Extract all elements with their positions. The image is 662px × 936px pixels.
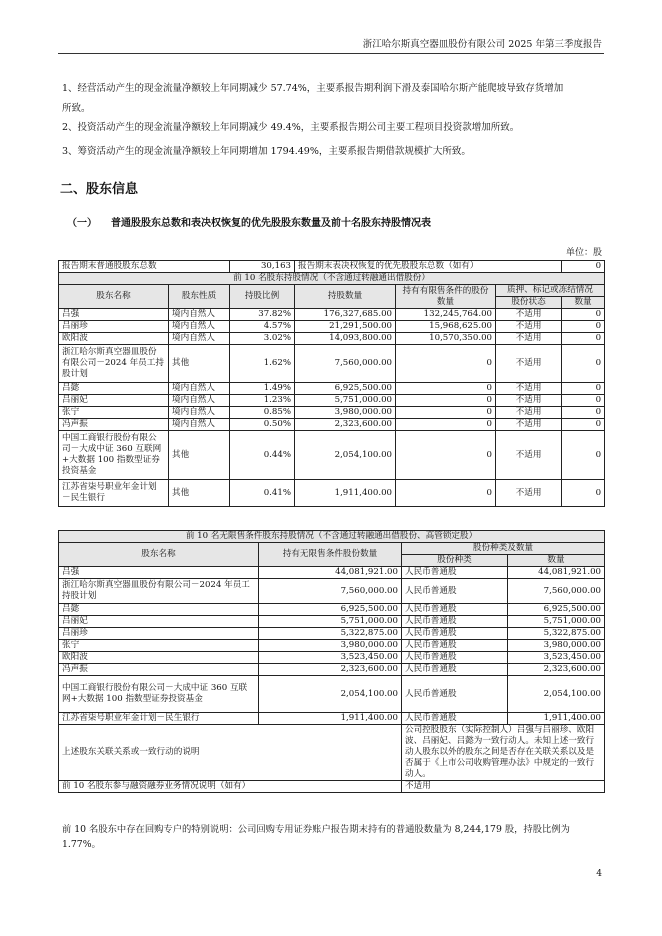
pledge-count: 0 (562, 480, 605, 507)
subsection-title (67, 214, 431, 229)
pref-holders-value: 0 (562, 261, 605, 273)
pledge-status: 不适用 (496, 383, 562, 395)
table-row (59, 616, 605, 628)
shareholder-name: 吕懿 (59, 604, 259, 616)
table-row (59, 321, 605, 333)
shareholder-name: 吕丽珍 (59, 321, 169, 333)
shareholder-name: 吕丽珍 (59, 628, 259, 640)
pledge-status: 不适用 (496, 480, 562, 507)
col-header-qty: 持股数量 (295, 285, 396, 309)
share-count: 7,560,000.00 (508, 579, 605, 604)
table-row (59, 652, 605, 664)
pledge-count: 0 (562, 321, 605, 333)
paragraph-3: 3、筹资活动产生的现金流量净额较上年同期增加 1794.49%，主要系报告期借款规模扩大所致。 (62, 146, 471, 157)
pledge-count: 0 (562, 345, 605, 383)
share-type: 人民币普通股 (402, 676, 508, 713)
shareholder-name: 中国工商银行股份有限公司－大成中证 360 互联网+大数据 100 指数型证券投资基金 (59, 431, 169, 480)
unit-label: 单位：股 (565, 248, 602, 258)
table-row (59, 419, 605, 431)
restricted-qty: 0 (396, 345, 496, 383)
share-count: 3,523,450.00 (508, 652, 605, 664)
shareholder-name: 吕强 (59, 309, 169, 321)
related-party-row (59, 725, 605, 781)
unrestricted-qty: 5,322,875.00 (259, 628, 402, 640)
shareholder-nature: 境内自然人 (169, 309, 230, 321)
table-row (59, 628, 605, 640)
pledge-status: 不适用 (496, 309, 562, 321)
pledge-count: 0 (562, 333, 605, 345)
margin-trading-row (59, 781, 605, 793)
share-count: 5,322,875.00 (508, 628, 605, 640)
holding-qty: 1,911,400.00 (295, 480, 396, 507)
buyback-note: 前 10 名股东中存在回购专户的特别说明：公司回购专用证券账户报告期末持有的普通股数量为 8,244,179 股，持股比例为 1.77%。 (62, 824, 570, 850)
t2-col-header-type: 股份种类 (402, 555, 508, 567)
unrestricted-qty: 7,560,000.00 (259, 579, 402, 604)
page-header: 浙江哈尔斯真空器皿股份有限公司 2025 年第三季度报告 (362, 39, 602, 50)
restricted-qty: 10,570,350.00 (396, 333, 496, 345)
share-count: 1,911,400.00 (508, 713, 605, 725)
table-row (59, 383, 605, 395)
holding-ratio: 1.23% (230, 395, 295, 407)
table-row (59, 345, 605, 383)
shareholder-name: 张宁 (59, 407, 169, 419)
restricted-qty: 0 (396, 431, 496, 480)
share-count: 2,054,100.00 (508, 676, 605, 713)
paragraph-1-line-2: 所致。 (62, 103, 91, 114)
pledge-count: 0 (562, 309, 605, 321)
total-holders-value: 30,163 (230, 261, 295, 273)
restricted-qty: 15,968,625.00 (396, 321, 496, 333)
unrestricted-qty: 3,980,000.00 (259, 640, 402, 652)
shareholder-nature: 境内自然人 (169, 419, 230, 431)
share-count: 2,323,600.00 (508, 664, 605, 676)
pledge-count: 0 (562, 383, 605, 395)
section-title: 二、股东信息 (60, 182, 139, 197)
table-row (59, 676, 605, 713)
table-row (59, 664, 605, 676)
holding-ratio: 0.41% (230, 480, 295, 507)
restricted-qty: 0 (396, 395, 496, 407)
pledge-count: 0 (562, 431, 605, 480)
pledge-status: 不适用 (496, 321, 562, 333)
share-type: 人民币普通股 (402, 652, 508, 664)
shareholder-nature: 境内自然人 (169, 333, 230, 345)
shareholder-nature: 其他 (169, 431, 230, 480)
paragraph-2: 2、投资活动产生的现金流量净额较上年同期减少 49.4%，主要系报告期公司主要工程项目投资款增加所致。 (62, 122, 520, 133)
restricted-qty: 0 (396, 383, 496, 395)
pledge-status: 不适用 (496, 407, 562, 419)
pledge-status: 不适用 (496, 333, 562, 345)
top10-unrestricted-table (58, 530, 605, 793)
t2-col-header-qty: 持有无限售条件股份数量 (259, 543, 402, 567)
holding-ratio: 3.02% (230, 333, 295, 345)
share-type: 人民币普通股 (402, 640, 508, 652)
unrestricted-qty: 44,081,921.00 (259, 567, 402, 579)
holding-ratio: 0.44% (230, 431, 295, 480)
pledge-count: 0 (562, 419, 605, 431)
holding-ratio: 0.85% (230, 407, 295, 419)
share-type: 人民币普通股 (402, 604, 508, 616)
share-count: 6,925,500.00 (508, 604, 605, 616)
restricted-qty: 0 (396, 480, 496, 507)
pledge-status: 不适用 (496, 431, 562, 480)
table-row (59, 713, 605, 725)
paragraph-1-line-1: 1、经营活动产生的现金流量净额较上年同期减少 57.74%，主要系报告期利润下滑及泰国哈尔斯产能爬坡导致存货增加 (62, 83, 564, 94)
subsection-number: （一） (67, 218, 97, 229)
restricted-qty: 0 (396, 419, 496, 431)
holding-ratio: 37.82% (230, 309, 295, 321)
related-party-label: 上述股东关联关系或一致行动的说明 (59, 725, 402, 781)
shareholder-nature: 境内自然人 (169, 383, 230, 395)
t2-col-header-name: 股东名称 (59, 543, 259, 567)
share-type: 人民币普通股 (402, 616, 508, 628)
shareholder-name: 江苏省柒号职业年金计划－民生银行 (59, 480, 169, 507)
shareholder-nature: 其他 (169, 480, 230, 507)
unrestricted-qty: 3,523,450.00 (259, 652, 402, 664)
margin-trading-text: 不适用 (402, 781, 605, 793)
holding-ratio: 4.57% (230, 321, 295, 333)
shareholder-name: 浙江哈尔斯真空器皿股份有限公司－2024 年员工持股计划 (59, 579, 259, 604)
col-header-ratio: 持股比例 (230, 285, 295, 309)
shareholder-name: 中国工商银行股份有限公司－大成中证 360 互联网+大数据 100 指数型证券投资基金 (59, 676, 259, 713)
share-type: 人民币普通股 (402, 567, 508, 579)
t2-col-header-count: 数量 (508, 555, 605, 567)
holding-qty: 2,323,600.00 (295, 419, 396, 431)
table-row (59, 604, 605, 616)
shareholder-nature: 境内自然人 (169, 321, 230, 333)
pledge-status: 不适用 (496, 345, 562, 383)
restricted-qty: 0 (396, 407, 496, 419)
table-row (59, 395, 605, 407)
t1-section-header: 前 10 名股东持股情况（不含通过转融通出借股份） (59, 273, 605, 285)
holding-ratio: 1.62% (230, 345, 295, 383)
table-row (59, 431, 605, 480)
top10-shareholders-table (58, 260, 605, 507)
shareholder-name: 吕丽妃 (59, 395, 169, 407)
total-holders-label: 报告期末普通股股东总数 (59, 261, 230, 273)
holding-qty: 14,093,800.00 (295, 333, 396, 345)
col-header-name: 股东名称 (59, 285, 169, 309)
subsection-text: 普通股股东总数和表决权恢复的优先股股东数量及前十名股东持股情况表 (111, 218, 431, 229)
table-row (59, 309, 605, 321)
table-row (59, 640, 605, 652)
unrestricted-qty: 6,925,500.00 (259, 604, 402, 616)
restricted-qty: 132,245,764.00 (396, 309, 496, 321)
shareholder-name: 欧阳波 (59, 652, 259, 664)
share-type: 人民币普通股 (402, 713, 508, 725)
pref-holders-label: 报告期末表决权恢复的优先股股东总数（如有） (295, 261, 562, 273)
t2-col-header-type-group: 股份种类及数量 (402, 543, 605, 555)
col-header-nature: 股东性质 (169, 285, 230, 309)
holding-qty: 21,291,500.00 (295, 321, 396, 333)
table-row (59, 333, 605, 345)
table-row (59, 480, 605, 507)
share-count: 5,751,000.00 (508, 616, 605, 628)
share-count: 44,081,921.00 (508, 567, 605, 579)
table-row (59, 567, 605, 579)
header-rule (58, 53, 604, 54)
pledge-count: 0 (562, 395, 605, 407)
paragraph-1 (62, 79, 602, 119)
margin-trading-label: 前 10 名股东参与融资融券业务情况说明（如有） (59, 781, 402, 793)
shareholder-nature: 境内自然人 (169, 407, 230, 419)
holding-ratio: 0.50% (230, 419, 295, 431)
pledge-count: 0 (562, 407, 605, 419)
pledge-status: 不适用 (496, 395, 562, 407)
col-header-status: 股份状态 (496, 297, 562, 309)
shareholder-name: 冯声振 (59, 664, 259, 676)
related-party-text: 公司控股股东（实际控制人）吕强与吕丽珍、欧阳波、吕丽妃、吕懿为一致行动人。未知上述一致行动人股东以外的股东之间是否存在关联关系以及是否属于《上市公司收购管理办法》中规定的一致行动人。 (402, 725, 605, 781)
unrestricted-qty: 1,911,400.00 (259, 713, 402, 725)
holding-qty: 6,925,500.00 (295, 383, 396, 395)
unrestricted-qty: 2,323,600.00 (259, 664, 402, 676)
col-header-pledge: 质押、标记或冻结情况 (496, 285, 605, 297)
page-number: 4 (596, 869, 602, 879)
shareholder-name: 张宁 (59, 640, 259, 652)
holding-qty: 3,980,000.00 (295, 407, 396, 419)
col-header-restricted: 持有有限售条件的股份数量 (396, 285, 496, 309)
shareholder-nature: 其他 (169, 345, 230, 383)
table-row (59, 407, 605, 419)
t2-section-header: 前 10 名无限售条件股东持股情况（不含通过转融通出借股份、高管锁定股） (59, 531, 605, 543)
shareholder-name: 浙江哈尔斯真空器皿股份有限公司－2024 年员工持股计划 (59, 345, 169, 383)
shareholder-name: 江苏省柒号职业年金计划－民生银行 (59, 713, 259, 725)
unrestricted-qty: 5,751,000.00 (259, 616, 402, 628)
holding-qty: 5,751,000.00 (295, 395, 396, 407)
shareholder-nature: 境内自然人 (169, 395, 230, 407)
shareholder-name: 吕强 (59, 567, 259, 579)
shareholder-name: 吕丽妃 (59, 616, 259, 628)
shareholder-name: 吕懿 (59, 383, 169, 395)
share-count: 3,980,000.00 (508, 640, 605, 652)
shareholder-name: 冯声振 (59, 419, 169, 431)
col-header-count: 数量 (562, 297, 605, 309)
holding-ratio: 1.49% (230, 383, 295, 395)
holding-qty: 176,327,685.00 (295, 309, 396, 321)
pledge-status: 不适用 (496, 419, 562, 431)
holding-qty: 2,054,100.00 (295, 431, 396, 480)
shareholder-name: 欧阳波 (59, 333, 169, 345)
holding-qty: 7,560,000.00 (295, 345, 396, 383)
share-type: 人民币普通股 (402, 628, 508, 640)
table-row (59, 579, 605, 604)
share-type: 人民币普通股 (402, 579, 508, 604)
share-type: 人民币普通股 (402, 664, 508, 676)
unrestricted-qty: 2,054,100.00 (259, 676, 402, 713)
